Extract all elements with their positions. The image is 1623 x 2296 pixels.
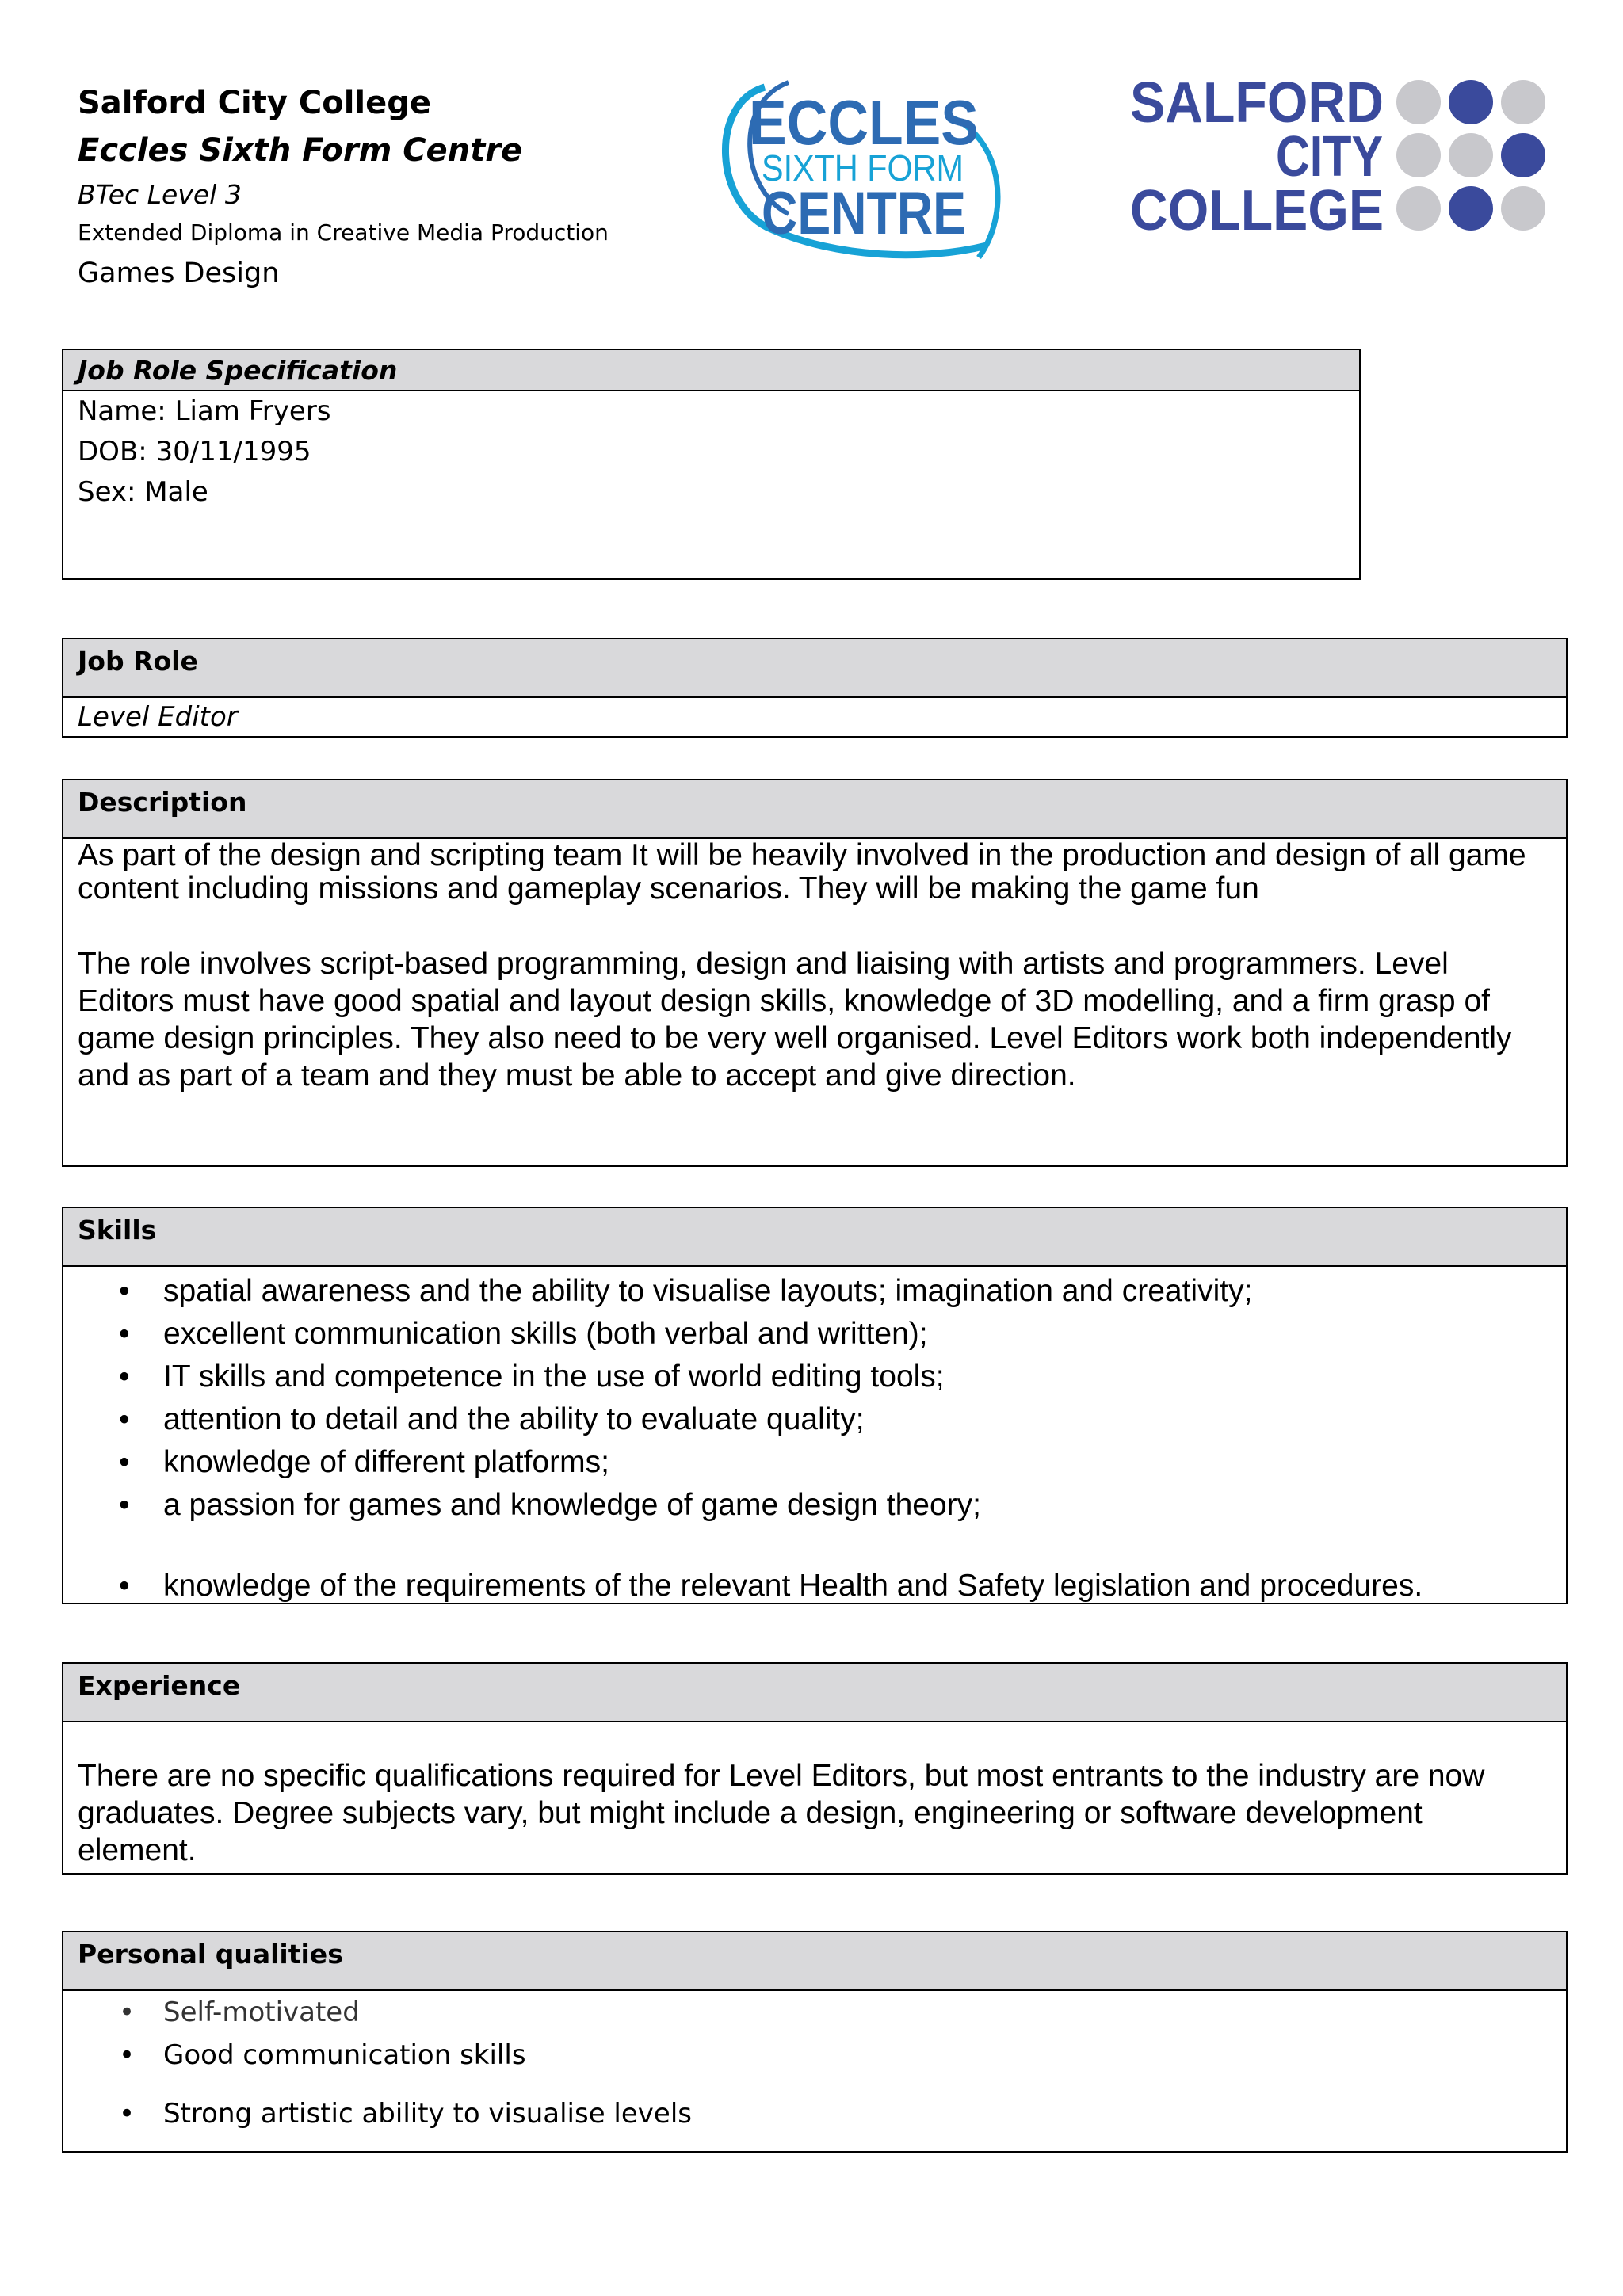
salford-logo bbox=[1129, 73, 1557, 239]
eccles-logo bbox=[717, 71, 1018, 277]
spec-name: Name: Liam Fryers bbox=[78, 395, 331, 427]
spec-dob: DOB: 30/11/1995 bbox=[78, 436, 311, 467]
experience-title: Experience bbox=[63, 1664, 1566, 1722]
skills-list bbox=[63, 1267, 1566, 1608]
eccles-logo-line2: SIXTH FORM bbox=[762, 147, 964, 189]
skills-box bbox=[62, 1207, 1568, 1604]
experience-box bbox=[62, 1662, 1568, 1875]
eccles-logo-line1: ECCLES bbox=[749, 87, 979, 158]
list-item: • attention to detail and the ability to evaluate quality; bbox=[63, 1398, 1566, 1441]
document-header bbox=[78, 79, 609, 296]
centre-name: Eccles Sixth Form Centre bbox=[78, 132, 523, 169]
job-role-spec-box bbox=[62, 349, 1361, 580]
list-item: • excellent communication skills (both verbal and written); bbox=[63, 1313, 1566, 1356]
list-item: • knowledge of the requirements of the relevant Health and Safety legislation and procedures. bbox=[63, 1565, 1566, 1608]
list-item: • a passion for games and knowledge of game design theory; bbox=[63, 1484, 1566, 1527]
list-item: • Strong artistic ability to visualise levels bbox=[63, 2092, 1566, 2135]
personal-qualities-title: Personal qualities bbox=[63, 1932, 1566, 1991]
job-role-box bbox=[62, 638, 1568, 738]
spec-sex: Sex: Male bbox=[78, 476, 208, 508]
list-item: • IT skills and competence in the use of world editing tools; bbox=[63, 1356, 1566, 1398]
list-item: • knowledge of different platforms; bbox=[63, 1441, 1566, 1484]
eccles-logo-line3: CENTRE bbox=[762, 180, 966, 247]
description-paragraph-1: As part of the design and scripting team It will be heavily involved in the production and design of all game content including missions and gameplay scenarios. They will be making the game fun bbox=[78, 838, 1526, 906]
salford-logo-line3: COLLEGE bbox=[1130, 179, 1384, 239]
job-role-spec-title: Job Role Specification bbox=[63, 350, 1359, 391]
salford-logo-line2: CITY bbox=[1276, 125, 1383, 189]
college-name: Salford City College bbox=[78, 85, 432, 121]
job-role-value: Level Editor bbox=[78, 701, 238, 733]
salford-logo-dots bbox=[1396, 80, 1545, 231]
experience-text: There are no specific qualifications required for Level Editors, but most entrants to the industry are now graduates. Degree subjects vary, but might include a design, engineering or software development element. bbox=[78, 1759, 1485, 1867]
list-item: • spatial awareness and the ability to visualise layouts; imagination and creativity; bbox=[63, 1270, 1566, 1313]
diploma-title: Extended Diploma in Creative Media Production bbox=[78, 219, 609, 246]
list-item: • Good communication skills bbox=[63, 2034, 1566, 2077]
description-paragraph-2: The role involves script-based programming, design and liaising with artists and programmers. Level Editors must have good spatial and layout design skills, knowledge of 3D modelling, and a firm grasp of game design principles. They also need to be very well organised. Level Editors work both independently and as part of a team and they must be able to accept and give direction. bbox=[78, 947, 1512, 1093]
course-level: BTec Level 3 bbox=[78, 179, 242, 210]
salford-logo-line1: SALFORD bbox=[1130, 73, 1384, 135]
description-box bbox=[62, 779, 1568, 1167]
list-item: • Self-motivated bbox=[63, 1991, 1566, 2034]
personal-qualities-box bbox=[62, 1931, 1568, 2153]
skills-title: Skills bbox=[63, 1208, 1566, 1267]
description-title: Description bbox=[63, 780, 1566, 839]
personal-qualities-list bbox=[63, 1991, 1566, 2135]
job-role-title: Job Role bbox=[63, 639, 1566, 698]
course-name: Games Design bbox=[78, 257, 280, 289]
